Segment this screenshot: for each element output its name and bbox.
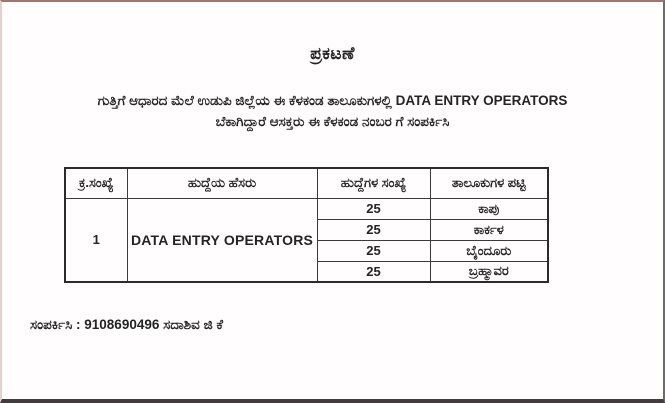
post-name-cell: DATA ENTRY OPERATORS bbox=[127, 198, 317, 282]
post-count-cell: 25 bbox=[317, 261, 430, 282]
table-row bbox=[65, 198, 548, 219]
notice-title: ಪ್ರಕಟಣೆ bbox=[310, 44, 355, 63]
header-sl-no: ಕ್ರ.ಸಂಖ್ಯೆ bbox=[65, 168, 127, 198]
contact-info: ಸಂಪರ್ಕಿಸಿ : 9108690496 ಸದಾಶಿವ ಜಿ ಕೆ bbox=[30, 317, 224, 332]
notice-intro bbox=[2, 90, 663, 132]
intro-line-1: ಗುತ್ತಿಗೆ ಆಧಾರದ ಮೆಲೆ ಉಡುಪಿ ಜಿಲ್ಲೆಯ ಈ ಕೆಳಕಂಡ ತಾಲೂಕುಗಳಲ್ಲಿ DATA ENTRY OPERATORS bbox=[97, 93, 568, 108]
intro-line-2: ಬೆಕಾಗಿದ್ದಾರೆ ಆಸಕ್ತರು ಈ ಕೆಳಕಂಡ ನಂಬರ ಗೆ ಸಂಪರ್ಕಿಸಿ bbox=[215, 114, 450, 129]
post-count-cell: 25 bbox=[317, 219, 430, 240]
header-post-count: ಹುದ್ದೆಗಳ ಸಂಖ್ಯೆ bbox=[317, 168, 430, 198]
taluk-cell: ಬ್ರಹ್ಮಾವರ bbox=[430, 261, 548, 282]
taluk-cell: ಬೈಂದೂರು bbox=[430, 240, 548, 261]
header-post-name: ಹುದ್ದೆಯ ಹೆಸರು bbox=[127, 168, 317, 198]
taluk-cell: ಕಾರ್ಕಳ bbox=[430, 219, 548, 240]
post-count-cell: 25 bbox=[317, 240, 430, 261]
taluk-cell: ಕಾಪು bbox=[430, 198, 548, 219]
vacancy-table bbox=[64, 167, 549, 283]
header-taluk-list: ತಾಲೂಕುಗಳ ಪಟ್ಟಿ bbox=[430, 168, 548, 198]
post-count-cell: 25 bbox=[317, 198, 430, 219]
sl-no-cell: 1 bbox=[65, 198, 127, 282]
table-header-row bbox=[65, 168, 548, 198]
